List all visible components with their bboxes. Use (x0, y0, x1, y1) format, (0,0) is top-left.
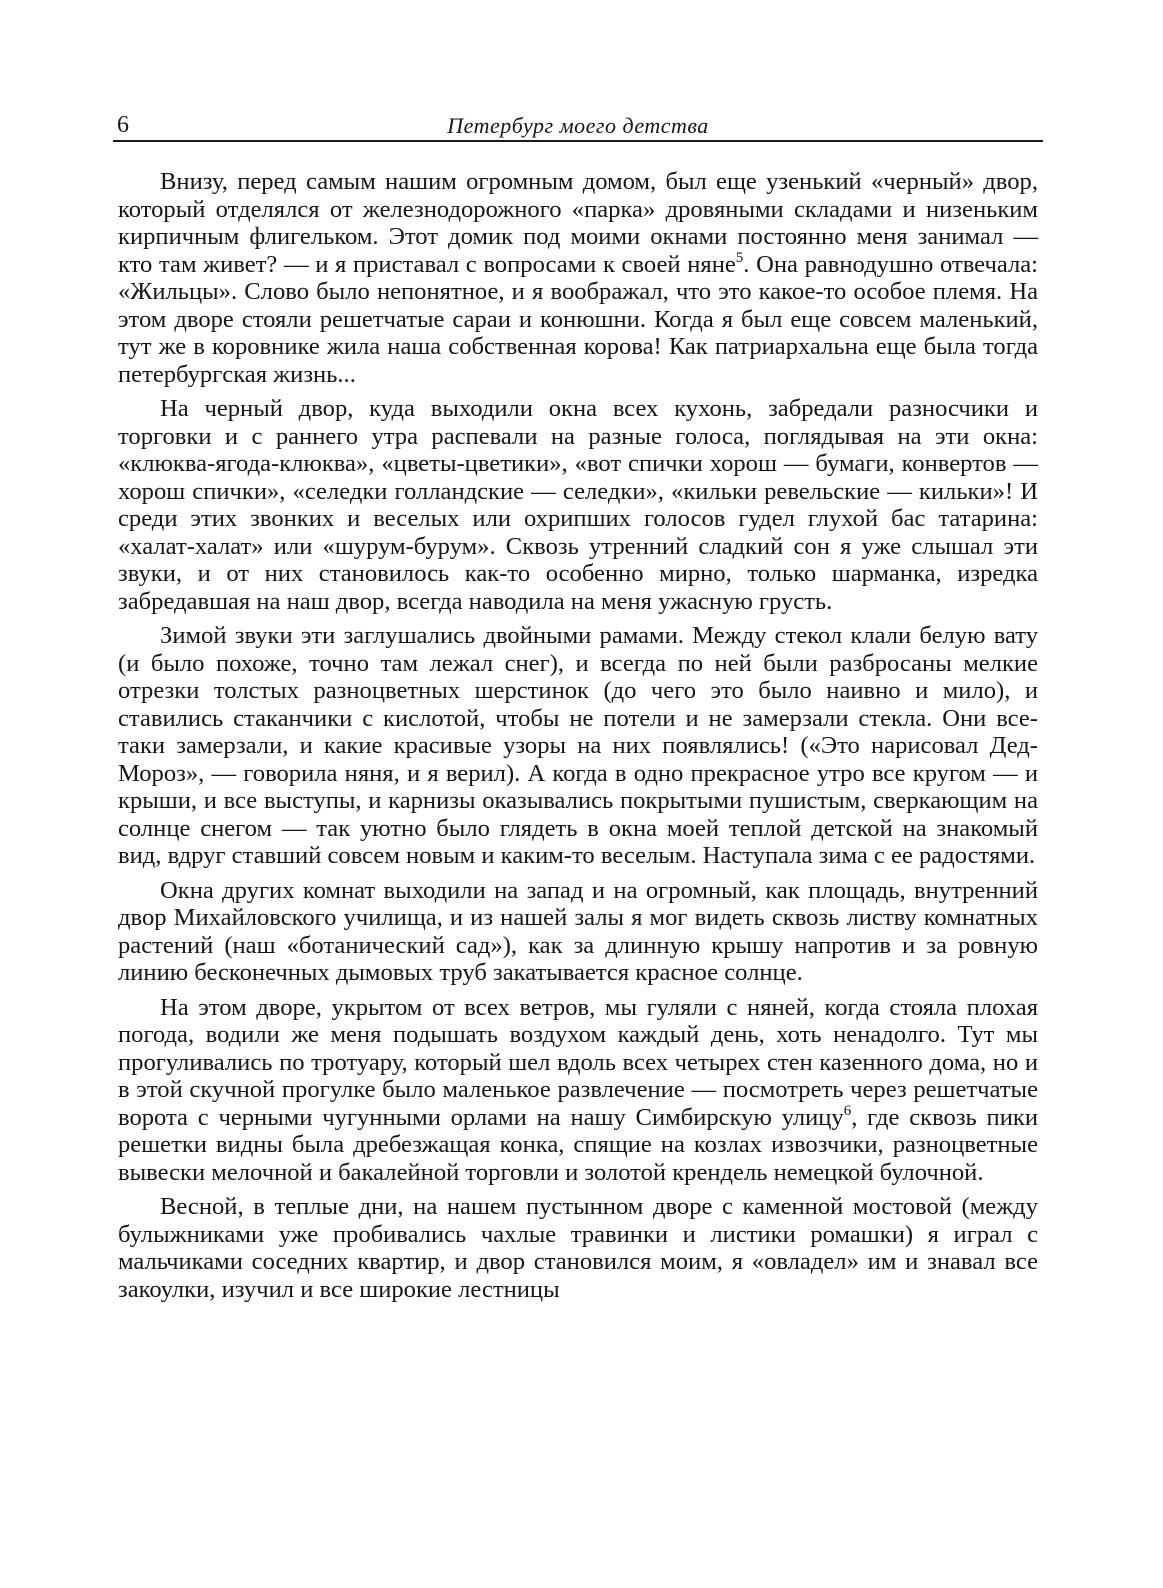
paragraph-6 (118, 1193, 1038, 1303)
text-span: На черный двор, куда выходили окна всех кухонь, забредали разносчики и торговки и с раннего утра распевали на разные голоса, поглядывая на эти окна: «клюква-ягода-клюква», «цветы-цветики», «вот спички хорош — бумаги, конвертов — хорош спички», «селедки голландские — селедки», «кильки ревельские — кильки»! И среди этих звонких и веселых или охрипших голосов гудел глухой бас татарина: «халат-халат» или «шурум-бурум». Сквозь утренний сладкий сон я уже слышал эти звуки, и от них становилось как-то особенно мирно, только шарманка, изредка забредавшая на наш двор, всегда наводила на меня ужасную грусть. (118, 395, 1038, 615)
running-head (113, 112, 1043, 142)
footnote-marker: 5 (735, 249, 744, 266)
footnote-marker: 6 (843, 1102, 852, 1119)
paragraph-5 (118, 994, 1038, 1187)
text-span: , где сквозь пики решетки видны была дребезжащая конка, спящие на козлах извозчики, разноцветные вывески мелочной и бакалейной торговли и золотой крендель немецкой булочной. (118, 1103, 1038, 1186)
text-span: Окна других комнат выходили на запад и на огромный, как площадь, внутренний двор Михайловского училища, и из нашей залы я мог видеть сквозь листву комнатных растений (наш «ботанический сад»), как за длинную крышу напротив и за ровную линию бесконечных дымовых труб закатывается красное солнце. (118, 876, 1038, 986)
page-number: 6 (117, 112, 129, 138)
text-span: На этом дворе, укрытом от всех ветров, мы гуляли с няней, когда стояла плохая погода, водили же меня подышать воздухом каждый день, хоть ненадолго. Тут мы прогуливались по тротуару, который шел вдоль всех четырех стен казенного дома, но и в этой скучной прогулке было маленькое развлечение — посмотреть через решетчатые ворота с черными чугунными орлами на нашу Симбирскую улицу (118, 993, 1038, 1131)
paragraph-2 (118, 395, 1038, 615)
paragraph-1 (118, 168, 1038, 388)
running-title: Петербург моего детства (447, 113, 709, 138)
text-span: Весной, в теплые дни, на нашем пустынном дворе с каменной мостовой (между булыжниками уже пробивались чахлые травинки и листики ромашки) я играл с мальчиками соседних квартир, и двор становился моим, я «овладел» им и знавал все закоулки, изучил и все широкие лестницы (118, 1193, 1038, 1303)
text-span: Внизу, перед самым нашим огромным домом, был еще узенький «черный» двор, который отделялся от железнодорожного «парка» дровяными складами и низеньким кирпичным флигельком. Этот домик под моими окнами постоянно меня занимал — кто там живет? — и я приставал с вопросами к своей няне (118, 168, 1038, 278)
text-span: . Она равнодушно отвечала: «Жильцы». Слово было непонятное, и я воображал, что это какое-то особое племя. На этом дворе стояли решетчатые сараи и конюшни. Когда я был еще совсем маленький, тут же в коровнике жила наша собственная корова! Как патриархальна еще была тогда петербургская жизнь... (118, 250, 1038, 388)
paragraph-3 (118, 622, 1038, 870)
body-text (118, 168, 1038, 1303)
paragraph-4 (118, 877, 1038, 987)
text-span: Зимой звуки эти заглушались двойными рамами. Между стекол клали белую вату (и было похоже, точно там лежал снег), и всегда по ней были разбросаны мелкие отрезки толстых разноцветных шерстинок (до чего это было наивно и мило), и ставились стаканчики с кислотой, чтобы не потели и не замерзали стекла. Они все-таки замерзали, и какие красивые узоры на них появлялись! («Это нарисовал Дед-Мороз», — говорила няня, и я верил). А когда в одно прекрасное утро все кругом — и крыши, и все выступы, и карнизы оказывались покрытыми пушистым, сверкающим на солнце снегом — так уютно было глядеть в окна моей теплой детской на знакомый вид, вдруг ставший совсем новым и каким-то веселым. Наступала зима с ее радостями. (118, 622, 1038, 869)
